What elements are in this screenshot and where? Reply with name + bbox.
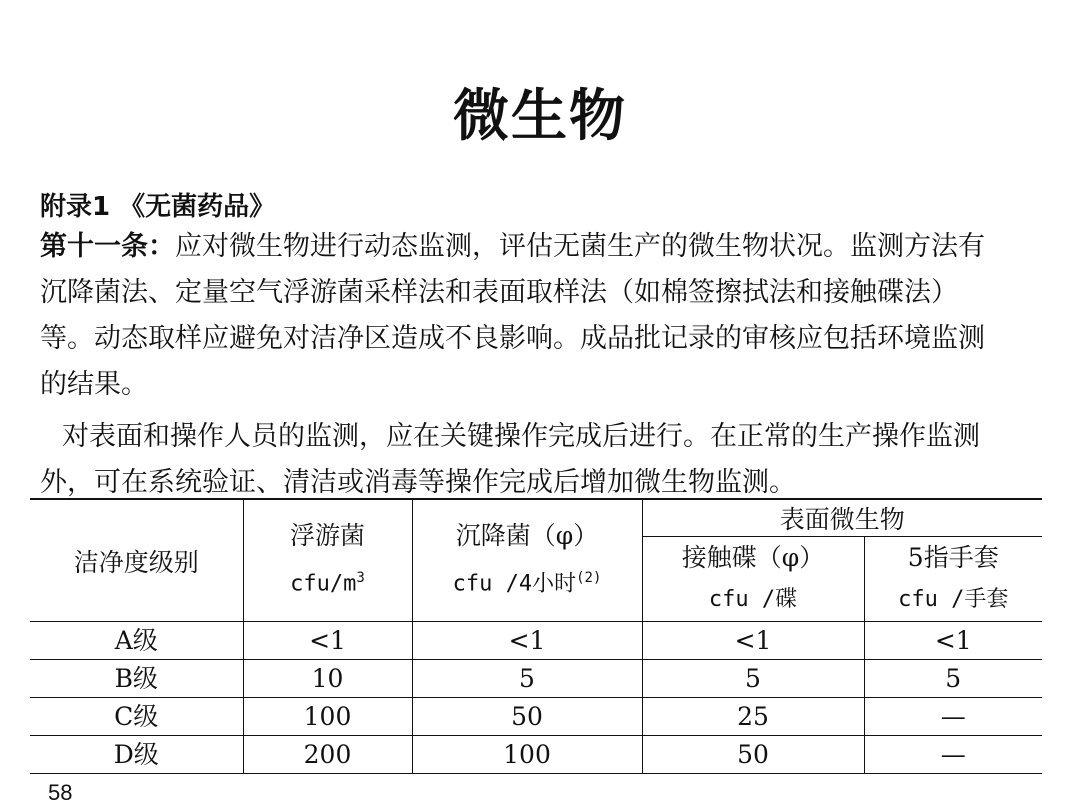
table-row — [30, 660, 1042, 698]
cell-glove: <1 — [864, 622, 1042, 660]
table-row — [30, 698, 1042, 736]
header-glove-unit: cfu /手套 — [898, 587, 1009, 612]
header-settle — [412, 499, 642, 622]
cell-grade: B级 — [30, 660, 243, 698]
header-contact-unit: cfu /碟 — [708, 587, 798, 612]
page-title: 微生物 — [453, 84, 627, 149]
header-surface: 表面微生物 — [642, 499, 1042, 537]
header-settle-label: 沉降菌（φ） — [455, 521, 599, 551]
article-paragraph-1 — [40, 224, 1010, 408]
page-number: 58 — [48, 780, 73, 805]
header-grade: 洁净度级别 — [30, 499, 243, 622]
settle-unit-sup: (2) — [576, 570, 602, 587]
cell-airborne: 200 — [243, 736, 412, 774]
header-airborne-unit — [244, 557, 412, 605]
article-text — [40, 224, 1010, 506]
table-header-row — [30, 499, 1042, 537]
article-paragraph-2: 对表面和操作人员的监测，应在关键操作完成后进行。在正常的生产操作监测外，可在系统验证、清洁或消毒等操作完成后增加微生物监测。 — [40, 421, 980, 498]
table-row — [30, 622, 1042, 660]
header-settle-unit — [413, 557, 642, 605]
cell-grade: C级 — [30, 698, 243, 736]
airborne-unit-sup: 3 — [356, 570, 365, 587]
table-row — [30, 736, 1042, 774]
header-airborne — [243, 499, 412, 622]
cell-settle: 100 — [412, 736, 642, 774]
header-contact-label: 接触碟（φ） — [681, 543, 825, 572]
cell-contact: 5 — [642, 660, 864, 698]
header-airborne-label: 浮游菌 — [289, 521, 365, 551]
header-glove-label: 5指手套 — [907, 543, 999, 572]
microbial-limits-table — [30, 498, 1042, 774]
header-glove — [864, 537, 1042, 622]
settle-unit-text: cfu /4小时 — [452, 571, 577, 597]
cell-airborne: 10 — [243, 660, 412, 698]
airborne-unit-text: cfu/m — [290, 571, 357, 597]
appendix-name: 《无菌药品》 — [119, 192, 276, 222]
cell-glove: 5 — [864, 660, 1042, 698]
cell-glove: — — [864, 736, 1042, 774]
appendix-label: 附录1 — [40, 192, 111, 222]
cell-grade: D级 — [30, 736, 243, 774]
article-body: 应对微生物进行动态监测，评估无菌生产的微生物状况。监测方法有沉降菌法、定量空气浮游菌采样法和表面取样法（如棉签擦拭法和接触碟法）等。动态取样应避免对洁净区造成不良影响。成品批记录的审核应包括环境监测的结果。 — [40, 231, 985, 400]
cell-airborne: <1 — [243, 622, 412, 660]
cell-grade: A级 — [30, 622, 243, 660]
cell-contact: <1 — [642, 622, 864, 660]
cell-contact: 50 — [642, 736, 864, 774]
article-lead: 第十一条： — [40, 231, 175, 262]
header-contact — [642, 537, 864, 622]
cell-airborne: 100 — [243, 698, 412, 736]
cell-settle: <1 — [412, 622, 642, 660]
appendix-heading — [40, 186, 275, 223]
cell-contact: 25 — [642, 698, 864, 736]
cell-settle: 50 — [412, 698, 642, 736]
cell-settle: 5 — [412, 660, 642, 698]
cell-glove: — — [864, 698, 1042, 736]
